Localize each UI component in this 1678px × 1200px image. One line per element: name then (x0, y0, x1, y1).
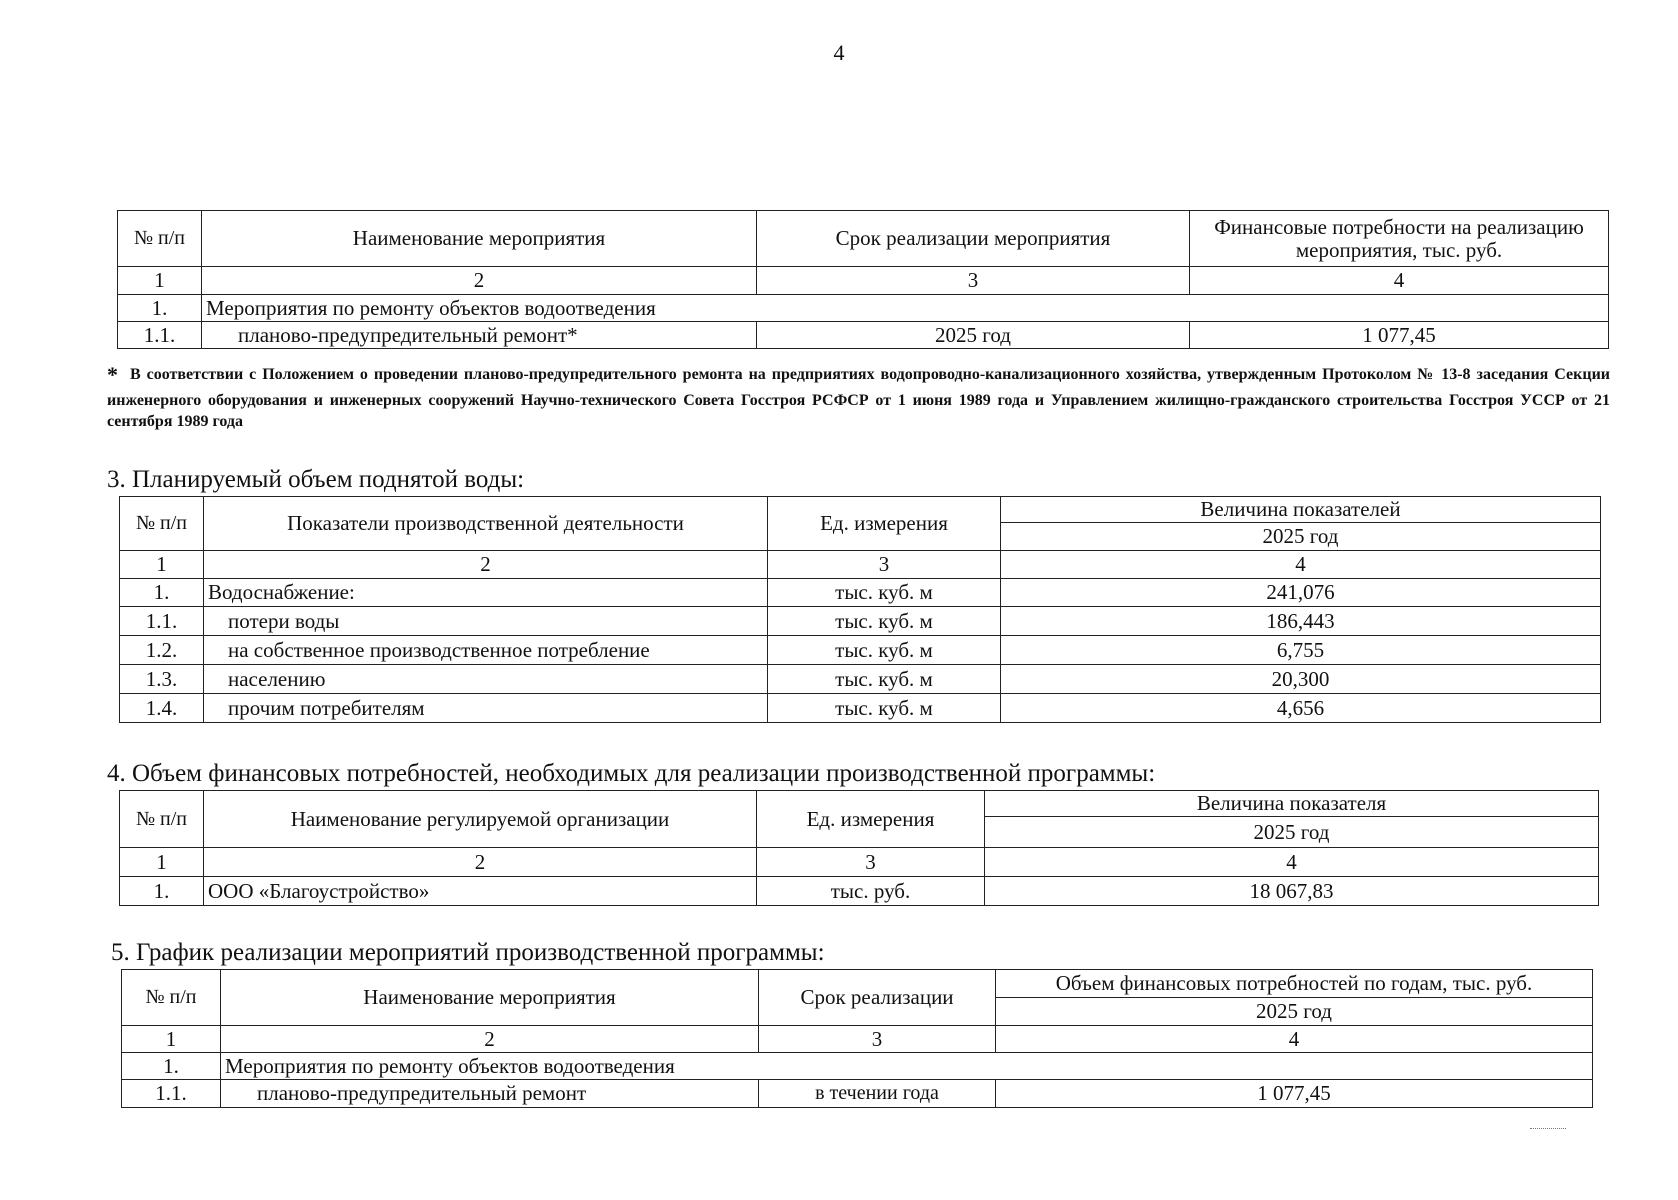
index-cell: 3 (759, 1026, 996, 1053)
row-value: 241,076 (1001, 579, 1601, 607)
row-unit: тыс. куб. м (768, 607, 1001, 636)
footnote-marker: * (107, 362, 118, 387)
section-4-title: 4. Объем финансовых потребностей, необходимых для реализации производственной программы: (107, 760, 1156, 787)
index-cell: 4 (1001, 551, 1601, 579)
row-org-name: ООО «Благоустройство» (204, 877, 757, 906)
header-unit: Ед. измерения (768, 497, 1001, 551)
header-event-name: Наименование мероприятия (221, 970, 759, 1026)
footnote-text: В соответствии с Положением о проведении планово-предупредительного ремонта на предприятиях водопроводно-канализационного хозяйства, утвержденным Протоколом № 13-8 заседания Секции инженерного оборудования и инженерных сооружений Научно-технического Совета Госстроя РСФСР от 1 июня 1989 года и Управлением жилищно-гражданского строительства Госстроя УССР от 21 сентября 1989 года (107, 366, 1610, 431)
index-cell: 2 (202, 267, 757, 295)
row-name: населению (204, 665, 768, 694)
table-row (122, 1080, 1593, 1108)
row-unit: тыс. куб. м (768, 694, 1001, 723)
group-num: 1. (118, 295, 202, 322)
row-value: 186,443 (1001, 607, 1601, 636)
row-value: 1 077,45 (996, 1080, 1593, 1108)
section-3-title: 3. Планируемый объем поднятой воды: (107, 466, 525, 493)
header-num: № п/п (120, 791, 204, 848)
header-term: Срок реализации (759, 970, 996, 1026)
header-value-group: Величина показателя (985, 791, 1599, 817)
table-row (120, 636, 1601, 665)
row-name: Водоснабжение: (204, 579, 768, 607)
schedule-table (121, 969, 1593, 1108)
table-row (120, 665, 1601, 694)
row-value: 18 067,83 (985, 877, 1599, 906)
header-indicator: Показатели производственной деятельности (204, 497, 768, 551)
row-name: планово-предупредительный ремонт (221, 1080, 759, 1108)
row-unit: тыс. куб. м (768, 579, 1001, 607)
header-financial-needs: Финансовые потребности на реализацию мероприятия, тыс. руб. (1190, 211, 1609, 267)
index-cell: 3 (757, 848, 985, 877)
row-term: 2025 год (757, 322, 1190, 349)
row-unit: тыс. руб. (757, 877, 985, 906)
row-term: в течении года (759, 1080, 996, 1108)
header-num: № п/п (122, 970, 221, 1026)
row-num: 1.1. (118, 322, 202, 349)
header-value-group: Объем финансовых потребностей по годам, тыс. руб. (996, 970, 1593, 998)
row-num: 1.3. (120, 665, 204, 694)
table-row (120, 579, 1601, 607)
header-unit: Ед. измерения (757, 791, 985, 848)
signature-mark (1530, 1128, 1566, 1129)
header-event-name: Наименование мероприятия (202, 211, 757, 267)
row-value: 20,300 (1001, 665, 1601, 694)
row-num: 1.4. (120, 694, 204, 723)
row-unit: тыс. куб. м (768, 665, 1001, 694)
row-num: 1. (120, 877, 204, 906)
row-value: 1 077,45 (1190, 322, 1609, 349)
table-row (120, 694, 1601, 723)
water-volume-table (119, 496, 1601, 723)
table-row (118, 322, 1609, 349)
row-num: 1.2. (120, 636, 204, 665)
row-name: на собственное производственное потребление (204, 636, 768, 665)
index-cell: 1 (118, 267, 202, 295)
row-unit: тыс. куб. м (768, 636, 1001, 665)
index-cell: 4 (996, 1026, 1593, 1053)
index-cell: 2 (204, 848, 757, 877)
index-cell: 3 (757, 267, 1190, 295)
row-name: планово-предупредительный ремонт* (202, 322, 757, 349)
footnote (107, 360, 1610, 433)
table-row (120, 877, 1599, 906)
row-name: прочим потребителям (204, 694, 768, 723)
row-value: 6,755 (1001, 636, 1601, 665)
index-cell: 1 (122, 1026, 221, 1053)
header-num: № п/п (120, 497, 204, 551)
header-org: Наименование регулируемой организации (204, 791, 757, 848)
header-year: 2025 год (985, 817, 1599, 848)
index-cell: 4 (1190, 267, 1609, 295)
index-cell: 1 (120, 848, 204, 877)
header-num: № п/п (118, 211, 202, 267)
events-table (117, 210, 1609, 349)
row-name: потери воды (204, 607, 768, 636)
header-year: 2025 год (1001, 523, 1601, 551)
index-cell: 4 (985, 848, 1599, 877)
group-name: Мероприятия по ремонту объектов водоотведения (221, 1053, 1593, 1080)
header-year: 2025 год (996, 998, 1593, 1026)
financial-needs-table (119, 790, 1599, 906)
page-number: 4 (833, 40, 845, 65)
row-num: 1.1. (122, 1080, 221, 1108)
index-cell: 2 (221, 1026, 759, 1053)
index-cell: 3 (768, 551, 1001, 579)
row-num: 1.1. (120, 607, 204, 636)
group-num: 1. (122, 1053, 221, 1080)
header-value-group: Величина показателей (1001, 497, 1601, 523)
row-value: 4,656 (1001, 694, 1601, 723)
index-cell: 2 (204, 551, 768, 579)
section-5-title: 5. График реализации мероприятий производственной программы: (111, 939, 825, 966)
header-term: Срок реализации мероприятия (757, 211, 1190, 267)
table-row (120, 607, 1601, 636)
group-name: Мероприятия по ремонту объектов водоотведения (202, 295, 1609, 322)
row-num: 1. (120, 579, 204, 607)
index-cell: 1 (120, 551, 204, 579)
